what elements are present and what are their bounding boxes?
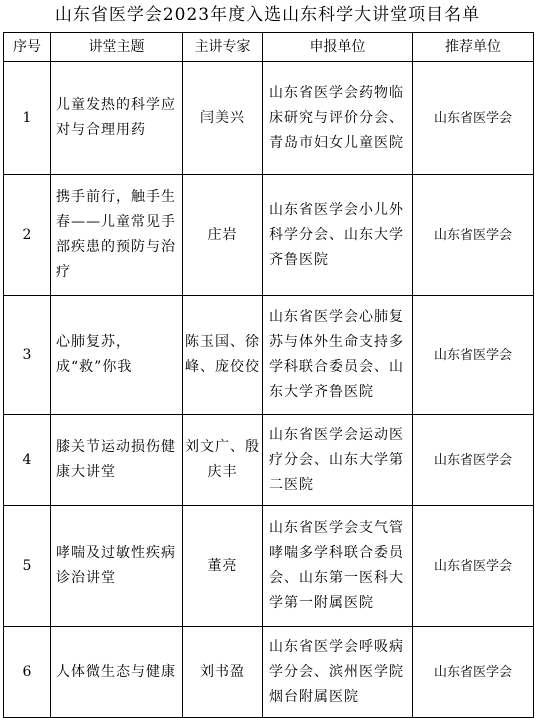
cell-topic: 人体微生态与健康 (51, 627, 183, 718)
cell-unit: 山东省医学会呼吸病学分会、滨州医学院烟台附属医院 (263, 627, 413, 718)
cell-recommender: 山东省医学会 (413, 175, 534, 296)
cell-topic: 携手前行，触手生春——儿童常见手部疾患的预防与治疗 (51, 175, 183, 296)
table-row (4, 506, 534, 627)
document-title: 山东省医学会2023年度入选山东科学大讲堂项目名单 (54, 5, 481, 25)
table-header-row (4, 33, 534, 62)
cell-recommender: 山东省医学会 (413, 62, 534, 175)
cell-expert: 董亮 (183, 506, 263, 627)
table-row (4, 296, 534, 415)
cell-no: 4 (4, 415, 51, 506)
cell-recommender: 山东省医学会 (413, 627, 534, 718)
project-list-table (3, 32, 534, 718)
cell-no: 1 (4, 62, 51, 175)
cell-expert: 庄岩 (183, 175, 263, 296)
cell-no: 2 (4, 175, 51, 296)
cell-topic: 儿童发热的科学应对与合理用药 (51, 62, 183, 175)
header-expert: 主讲专家 (183, 33, 263, 62)
cell-unit: 山东省医学会运动医疗分会、山东大学第二医院 (263, 415, 413, 506)
cell-recommender: 山东省医学会 (413, 415, 534, 506)
cell-no: 3 (4, 296, 51, 415)
cell-topic: 膝关节运动损伤健康大讲堂 (51, 415, 183, 506)
cell-unit: 山东省医学会心肺复苏与体外生命支持多学科联合委员会、山东大学齐鲁医院 (263, 296, 413, 415)
cell-expert: 陈玉国、徐峰、庞佼佼 (183, 296, 263, 415)
table-row (4, 175, 534, 296)
table-row (4, 415, 534, 506)
cell-unit: 山东省医学会支气管哮喘多学科联合委员会、山东第一医科大学第一附属医院 (263, 506, 413, 627)
table-row (4, 627, 534, 718)
cell-expert: 刘文广、殷庆丰 (183, 415, 263, 506)
cell-unit: 山东省医学会小儿外科学分会、山东大学齐鲁医院 (263, 175, 413, 296)
cell-topic: 心肺复苏，成“救”你我 (51, 296, 183, 415)
header-topic: 讲堂主题 (51, 33, 183, 62)
header-no: 序号 (4, 33, 51, 62)
cell-no: 5 (4, 506, 51, 627)
cell-unit: 山东省医学会药物临床研究与评价分会、青岛市妇女儿童医院 (263, 62, 413, 175)
cell-expert: 刘书盈 (183, 627, 263, 718)
cell-topic: 哮喘及过敏性疾病诊治讲堂 (51, 506, 183, 627)
cell-no: 6 (4, 627, 51, 718)
table-row (4, 62, 534, 175)
cell-recommender: 山东省医学会 (413, 506, 534, 627)
cell-expert: 闫美兴 (183, 62, 263, 175)
header-unit: 申报单位 (263, 33, 413, 62)
cell-recommender: 山东省医学会 (413, 296, 534, 415)
header-recommender: 推荐单位 (413, 33, 534, 62)
